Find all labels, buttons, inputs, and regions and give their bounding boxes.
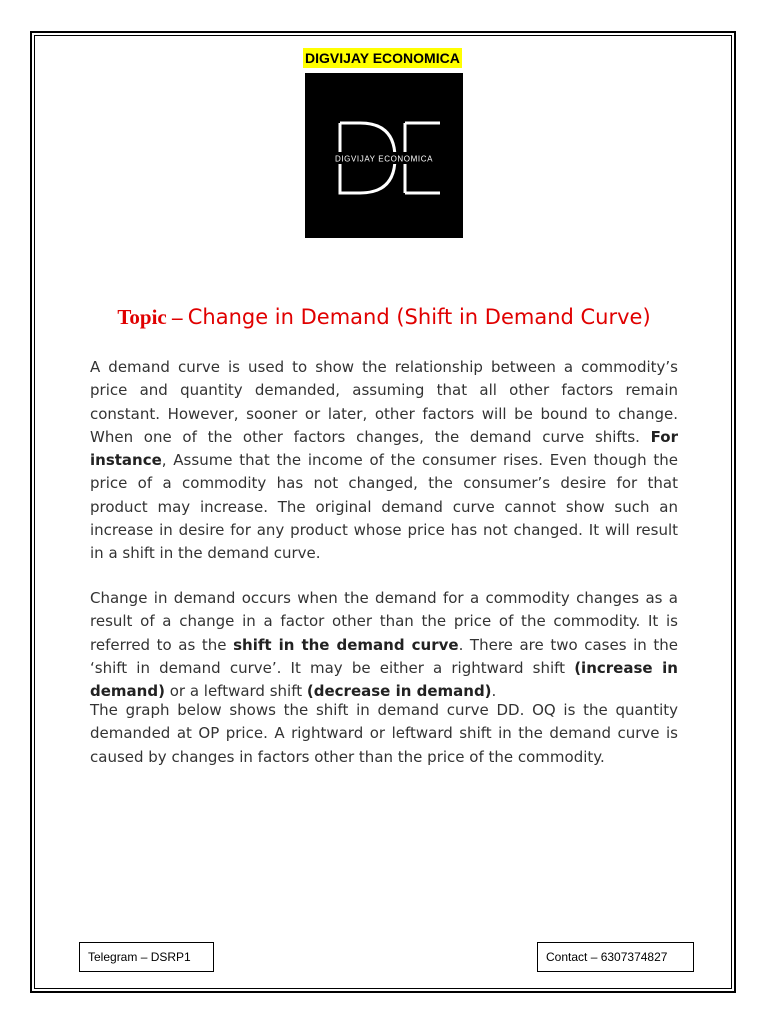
contact-box: Contact – 6307374827 xyxy=(537,942,694,972)
topic-heading xyxy=(0,303,768,331)
paragraph-2-text-b: . There are two cases in the ‘shift in demand curve’. It may be either a rightward shift xyxy=(90,635,678,677)
paragraph-2-bold-b: (increase in demand) xyxy=(90,658,678,701)
paragraph-1-text-a: A demand curve is used to show the relationship between a commodity’s price and quantity demanded, assuming that all other factors remain constant. However, sooner or later, other factors will be bound to change. When one of the other factors changes, the demand curve shifts. xyxy=(90,358,678,446)
brand-title: DIGVIJAY ECONOMICA xyxy=(305,50,460,66)
paragraph-2-text-c: or a leftward shift xyxy=(164,682,307,701)
paragraph-demand-curve xyxy=(90,356,678,566)
paragraph-2-text-a: Change in demand occurs when the demand for a commodity changes as a result of a change in a factor other than the price of the commodity. It is referred to as the xyxy=(90,589,678,654)
paragraph-1-text-b: , Assume that the income of the consumer rises. Even though the price of a commodity has not changed, the consumer’s desire for that product may increase. The original demand curve cannot show such an increase in desire for any product whose price has not changed. It will result in a shift in the demand curve. xyxy=(90,451,678,563)
paragraph-2-bold-c: (decrease in demand) xyxy=(306,682,492,701)
paragraph-change-in-demand xyxy=(90,587,678,703)
paragraph-1-bold-a: For instance xyxy=(90,427,678,470)
de-monogram-icon xyxy=(305,73,463,238)
topic-prefix: Topic – xyxy=(117,305,183,329)
paragraph-2-bold-a: shift in the demand curve xyxy=(233,635,459,654)
topic-title: Change in Demand (Shift in Demand Curve) xyxy=(187,305,651,329)
brand-logo xyxy=(305,73,463,238)
paragraph-graph-description: The graph below shows the shift in demand curve DD. OQ is the quantity demanded at OP price. A rightward or leftward shift in the demand curve is caused by changes in factors other than the price of the commodity. xyxy=(90,701,678,766)
paragraph-2-text-d: . xyxy=(491,682,497,701)
logo-caption: DIGVIJAY ECONOMICA xyxy=(334,154,434,164)
telegram-box: Telegram – DSRP1 xyxy=(79,942,214,972)
